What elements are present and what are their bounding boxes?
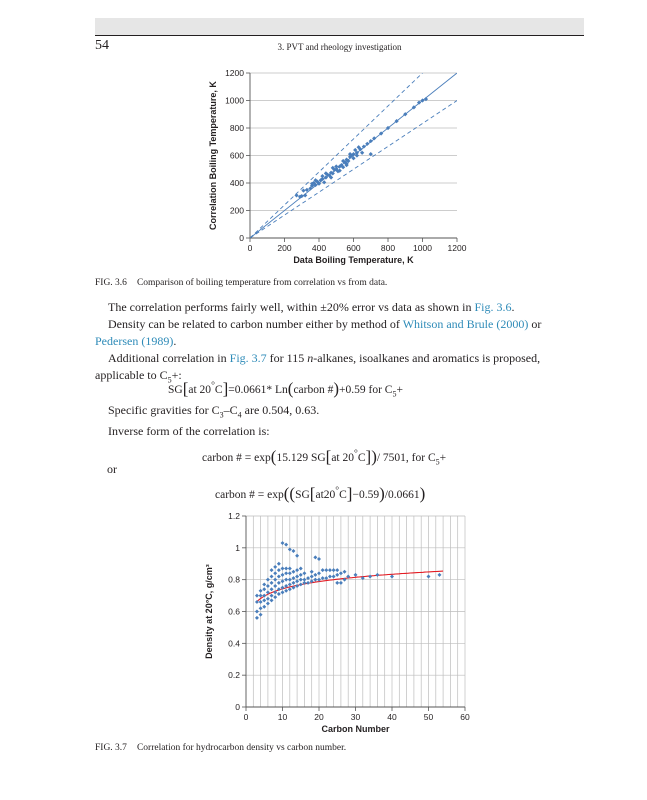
p1-end: . [511,300,515,314]
eq2-f: + [439,452,447,464]
data-point [306,581,310,585]
eq1-at: at 20 [188,384,212,396]
data-point [313,573,317,577]
data-point [291,549,295,553]
p4-sub1: 3 [219,410,224,420]
data-point [324,568,328,572]
data-point [284,543,288,547]
data-point [288,567,292,571]
x-tick-label: 400 [311,243,327,253]
p3-b: for 115 [266,351,308,365]
y-tick-label: 0 [235,702,240,712]
data-point [255,616,259,620]
data-point [277,592,281,596]
data-point [281,590,285,594]
y-tick-label: 1 [235,542,240,553]
equation-1: SG[at 20°C]=0.0661* Ln(carbon #)+0.59 for $C_5+$ [168,379,403,399]
data-point [302,578,306,582]
eq1-carbon: carbon # [293,384,334,396]
data-point [310,575,314,579]
data-point [313,578,317,582]
y-tick-label: 0.6 [228,606,240,617]
p3-c: -alkanes, isoalkanes and aromatics is proposed, applicable to C [95,351,541,382]
data-point [273,571,277,575]
data-point [273,578,277,582]
data-point [266,584,270,588]
data-point [310,570,314,574]
p4-c: are 0.504, 0.63. [241,403,320,417]
eq2-c: at 20 [331,452,354,464]
y-axis-title: Correlation Boiling Temperature, K [208,81,218,230]
eq1-sub: 5 [392,389,397,399]
eq1-sg: SG [168,384,183,396]
x-tick-label: 600 [346,243,361,253]
data-point [390,575,394,579]
data-point [266,597,270,601]
data-point [291,570,295,574]
y-axis-title: Density at 20°C, g/cm³ [204,564,214,659]
data-point [270,587,274,591]
figure-3-7-caption-text: Correlation for hydrocarbon density vs carbon number. [136,743,347,753]
data-point [299,578,303,582]
eq3-d: C [339,489,347,501]
x-tick-label: 800 [380,243,396,253]
x-tick-label: 50 [423,712,434,722]
data-point [255,594,259,598]
eq3-c: at20 [315,489,336,501]
data-point [284,571,288,575]
data-point [295,575,299,579]
data-point [437,573,441,577]
eq1-tail: +0.59 for C [339,384,393,396]
data-point [259,589,263,593]
data-point [302,571,306,575]
whitson-brule-link[interactable]: Whitson and Brule (2000) [402,317,529,331]
data-point [266,578,270,582]
eq2-a: carbon # = exp [202,452,271,464]
data-point [284,567,288,571]
data-point [313,555,317,559]
page-number: 54 [95,38,109,53]
data-point [332,568,336,572]
y-tick-label: 0 [239,233,244,243]
data-point [273,595,277,599]
data-point [259,600,263,604]
figure-3-7-label: FIG. 3.7 [95,743,127,753]
data-point [270,575,274,579]
p1-text: The correlation performs fairly well, within ±20% error vs data as shown in [108,300,475,314]
p3-sub: 5 [167,375,172,385]
data-point [273,584,277,588]
data-point [266,602,270,606]
eq1-rhs: =0.0661* Ln [228,384,288,396]
eq3-e: −0.59 [352,489,380,501]
x-tick-label: 0 [243,712,249,722]
data-point [335,573,339,577]
eq3-b: SG [295,489,310,501]
running-title: 3. PVT and rheology investigation [277,42,402,52]
data-point [281,541,285,545]
x-tick-label: 200 [277,243,292,253]
paragraph-5: Inverse form of the correlation is: [108,424,270,439]
data-point [284,589,288,593]
eq1-plus: + [396,384,403,396]
data-point [255,610,259,614]
y-tick-label: 1200 [225,68,244,78]
fig-3-7-link[interactable]: Fig. 3.7 [229,351,267,365]
data-point [262,605,266,609]
data-point [328,575,332,579]
p2-end: . [173,334,177,348]
data-point [281,573,285,577]
data-point [299,567,303,571]
data-point [277,568,281,572]
data-point [328,568,332,572]
y-tick-label: 0.8 [228,574,240,585]
data-point [335,568,339,572]
data-point [295,554,299,558]
data-point [354,573,358,577]
eq2-e: / 7501, for C [376,452,436,464]
x-tick-label: 1200 [447,243,467,253]
x-tick-label: 40 [387,712,397,722]
data-point [288,582,292,586]
data-point [288,571,292,575]
y-tick-label: 1.2 [228,511,240,521]
figure-3-6-label: FIG. 3.6 [95,278,127,288]
fig-3-6-link[interactable]: Fig. 3.6 [474,300,512,314]
x-tick-label: 30 [350,712,361,722]
data-point [339,581,343,585]
data-point [335,581,339,585]
data-point [427,575,431,579]
x-tick-label: 20 [314,712,324,722]
p4-sub2: 4 [237,410,242,420]
data-point [343,570,347,574]
data-point [262,587,266,591]
x-tick-label: 60 [460,712,470,722]
pedersen-link[interactable]: Pedersen (1989) [95,334,174,348]
data-point [259,606,263,610]
y-tick-label: 600 [229,150,244,161]
y-tick-label: 1000 [225,95,244,106]
y-tick-label: 0.4 [228,638,240,649]
data-point [299,582,303,586]
data-point [270,594,274,598]
figure-3-6-caption-text: Comparison of boiling temperature from correlation vs from data. [136,278,388,288]
data-point [321,568,325,572]
p2-text: Density can be related to carbon number either by method of [108,317,403,331]
data-point [288,578,292,582]
data-point [299,573,303,577]
p3-d: +: [171,368,182,382]
x-tick-label: 0 [247,243,253,253]
eq1-c: C [214,384,223,396]
eq2-sub: 5 [435,457,440,467]
x-axis-title: Carbon Number [321,724,390,734]
data-point [277,575,281,579]
x-tick-label: 10 [277,712,288,722]
p3-a: Additional correlation in [108,351,230,365]
data-point [270,598,274,602]
x-axis-title: Data Boiling Temperature, K [293,255,414,265]
p4-a: Specific gravities for C [108,403,220,417]
or-text: or [107,462,117,476]
data-point [284,578,288,582]
data-point [262,598,266,602]
y-tick-label: 400 [229,178,244,188]
p2-mid: or [528,317,542,331]
data-point [273,565,277,569]
data-point [262,582,266,586]
data-point [375,573,379,577]
figure-3-7-caption [95,743,346,753]
equation-3: carbon # = exp((SG[at20°C]−0.59)/0.0661) [215,484,426,503]
eq2-d: C [357,452,366,464]
y-tick-label: 800 [229,123,244,133]
x-tick-label: 1000 [413,243,432,253]
data-point [317,557,321,561]
y-tick-label: 0.2 [228,670,240,681]
data-point [277,581,281,585]
y-tick-label: 200 [229,205,244,216]
p3-italic: n [307,351,314,365]
data-point [259,613,263,617]
eq3-a: carbon # = exp [215,489,284,501]
data-point [368,575,372,579]
data-point [317,571,321,575]
data-point [339,571,343,575]
data-point [291,581,295,585]
eq3-f: /0.0661 [384,489,420,501]
data-point [277,562,281,566]
data-point [295,568,299,572]
data-point [270,581,274,585]
equation-2: carbon # = exp(15.129 SG[at 20°C])/ 7501, for $C_5+$ [202,447,447,467]
data-point [270,568,274,572]
p4-b: –C [223,403,238,417]
data-point [332,575,336,579]
eq2-b: 15.129 SG [276,452,326,464]
data-point [281,567,285,571]
